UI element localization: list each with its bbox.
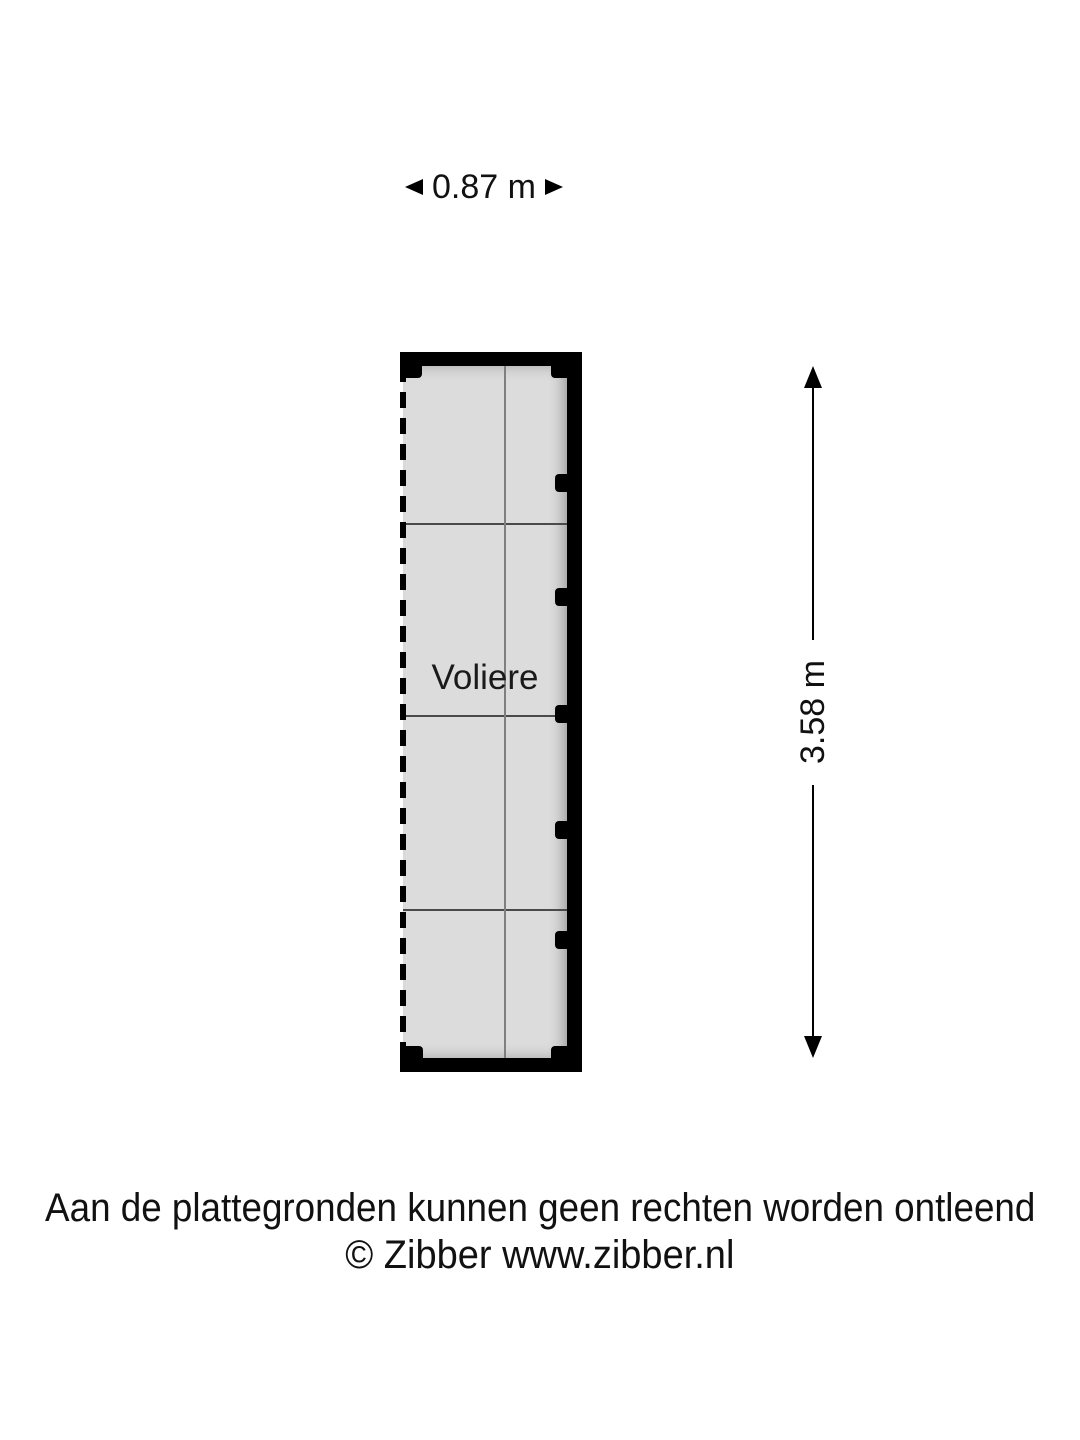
wall-stub [551, 1046, 567, 1058]
grid-line-horizontal [403, 909, 567, 911]
wall-bottom [400, 1058, 582, 1072]
room-floor [403, 366, 567, 1058]
arrow-down-icon [804, 1036, 822, 1058]
arrow-right-icon [545, 179, 563, 195]
width-dimension-label: 0.87 m [432, 167, 536, 206]
height-dimension-label: 3.58 m [794, 660, 832, 764]
wall-stub [400, 1046, 423, 1058]
wall-stub [555, 821, 567, 839]
copyright-text [0, 1233, 1080, 1278]
dimension-line [812, 387, 814, 640]
open-edge-dashed-line [400, 366, 406, 1058]
grid-line-horizontal [403, 523, 567, 525]
wall-stub [555, 931, 567, 949]
wall-stub [555, 588, 567, 606]
wall-stub [551, 366, 567, 378]
wall-stub [400, 366, 422, 378]
wall-stub [555, 705, 567, 723]
width-dimension [388, 164, 580, 210]
wall-top [400, 352, 582, 366]
wall-right [567, 352, 582, 1072]
grid-line-horizontal [403, 715, 567, 717]
arrow-left-icon [405, 179, 423, 195]
copyright-text-inner: © Zibber www.zibber.nl [345, 1233, 735, 1277]
dimension-line [812, 785, 814, 1038]
disclaimer-text-inner: Aan de plattegronden kunnen geen rechten worden ontleend [44, 1186, 1036, 1230]
floor-plan [400, 352, 582, 1072]
disclaimer-text [0, 1186, 1080, 1231]
arrow-up-icon [804, 366, 822, 388]
room-label: Voliere [431, 658, 539, 697]
grid-line-vertical [504, 366, 506, 1058]
wall-stub [555, 474, 567, 492]
